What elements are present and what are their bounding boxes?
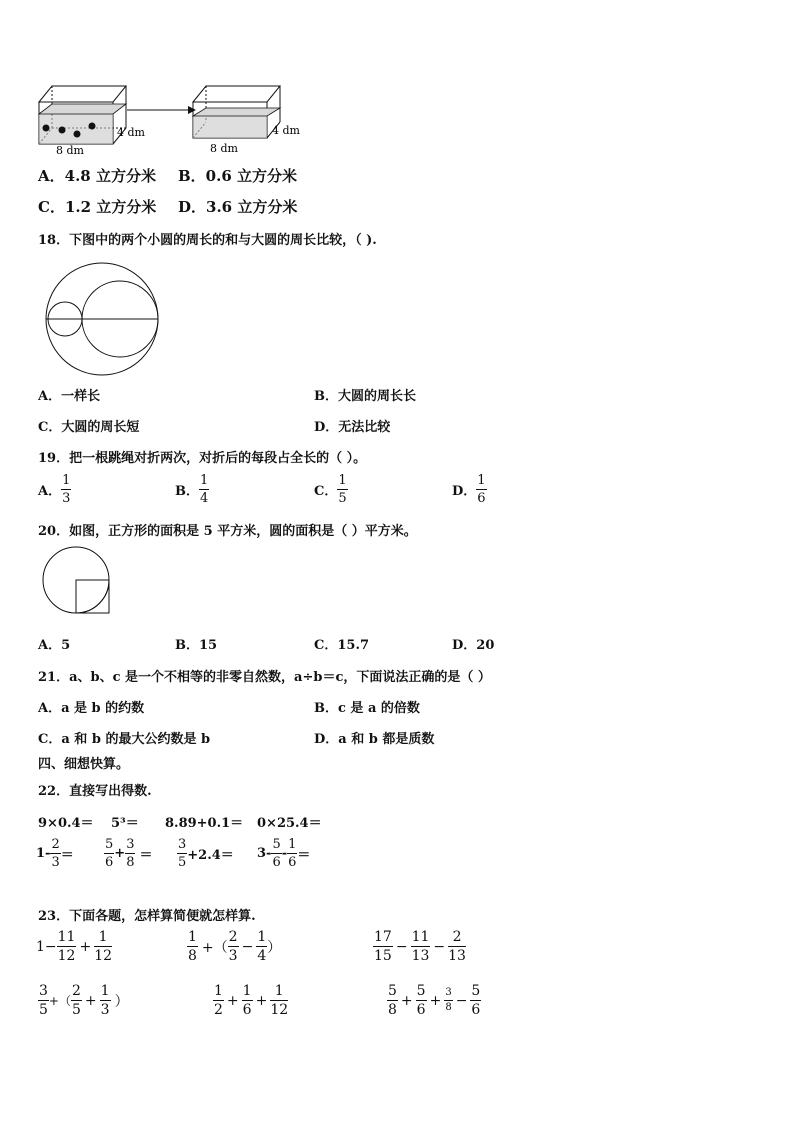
q18-option-b[interactable]: B．大圆的周长长 (314, 389, 416, 404)
left-height-label: 4 dm (117, 126, 145, 139)
q18-option-c[interactable]: C．大圆的周长短 (38, 420, 140, 435)
q20-option-a[interactable]: A．5 (38, 638, 71, 653)
q22-calc-3: 8.89+0.1＝ (165, 816, 244, 831)
q19-option-d[interactable] (452, 474, 487, 505)
q19-option-b[interactable] (175, 474, 209, 505)
q21-text: 21．a、b、c 是一个不相等的非零自然数，a÷b＝c，下面说法正确的是（ ） (38, 670, 491, 685)
q17-tank-figure (30, 80, 320, 160)
q23-text: 23．下面各题，怎样算简便就怎样算. (38, 909, 256, 924)
q19-option-d-letter: D． (452, 484, 477, 499)
q21-option-c[interactable]: C．a 和 b 的最大公约数是 b (38, 732, 211, 747)
section-4-title: 四、细想快算。 (38, 757, 130, 772)
q23-expr-3: $\frac{17}{15}$ − $\frac{11}{13}$ − $\frac{2}{13}$ (374, 929, 466, 964)
q19-option-c-fraction: $\frac{1}{5}$ (338, 473, 347, 506)
q21-option-b[interactable]: B．c 是 a 的倍数 (314, 701, 420, 716)
right-width-label: 8 dm (210, 142, 238, 155)
q23-expr-1: 1− $\frac{11}{12}$ + $\frac{1}{12}$ (36, 929, 113, 964)
q22-calc-1: 9×0.4＝ (38, 816, 94, 831)
q22-calc-7: $\frac{3}{5}$ +2.4＝ (178, 837, 234, 870)
q17-option-c[interactable]: C．1.2 立方分米 (38, 198, 157, 216)
q19-option-d-fraction: $\frac{1}{6}$ (477, 473, 486, 506)
q21-option-d[interactable]: D．a 和 b 都是质数 (314, 732, 435, 747)
q22-calc-2: 5³＝ (111, 816, 139, 831)
q20-text: 20．如图，正方形的面积是 5 平方米，圆的面积是（ ）平方米。 (38, 524, 417, 539)
q19-text: 19．把一根跳绳对折两次，对折后的每段占全长的（ ）。 (38, 451, 367, 466)
q22-text: 22．直接写出得数. (38, 784, 152, 799)
q20-option-c[interactable]: C．15.7 (314, 638, 370, 653)
q22-calc-8: 3- $\frac{5}{6}$ - $\frac{1}{6}$ ＝ (257, 837, 311, 870)
q23-expr-6: $\frac{5}{8}$ + $\frac{5}{6}$ + $\frac{3}{8}$ − $\frac{5}{6}$ (388, 983, 481, 1018)
q18-circles-figure (45, 262, 165, 382)
q17-option-b[interactable]: B．0.6 立方分米 (178, 167, 297, 185)
q20-option-d[interactable]: D．20 (452, 638, 495, 653)
q19-option-a-fraction: $\frac{1}{3}$ (62, 473, 71, 506)
q19-option-b-fraction: $\frac{1}{4}$ (200, 473, 209, 506)
q17-option-d[interactable]: D．3.6 立方分米 (178, 198, 298, 216)
q19-option-c-letter: C． (314, 484, 338, 499)
q18-option-a[interactable]: A．一样长 (38, 389, 101, 404)
left-width-label: 8 dm (56, 144, 84, 157)
q19-option-a[interactable] (38, 474, 71, 505)
q23-expr-5: $\frac{1}{2}$ + $\frac{1}{6}$ + $\frac{1}{12}$ (214, 983, 289, 1018)
q19-option-b-letter: B． (175, 484, 199, 499)
q20-option-b[interactable]: B．15 (175, 638, 218, 653)
q20-circle-square-figure (40, 548, 120, 618)
q22-calc-6: $\frac{5}{6}$ + $\frac{3}{8}$ ＝ (105, 837, 153, 870)
q19-option-c[interactable] (314, 474, 348, 505)
q19-option-a-letter: A． (38, 484, 62, 499)
right-tank-water (193, 108, 280, 138)
q22-calc-5: 1- $\frac{2}{3}$ ＝ (36, 837, 74, 870)
q22-calc-4: 0×25.4＝ (257, 816, 322, 831)
q18-option-d[interactable]: D．无法比较 (314, 420, 391, 435)
left-tank-water (39, 104, 126, 144)
right-height-label: 4 dm (272, 124, 300, 137)
q18-text: 18．下图中的两个小圆的周长的和与大圆的周长比较，（ ). (38, 233, 377, 248)
arrow-head (188, 106, 196, 114)
q23-expr-2: $\frac{1}{8}$ +（ $\frac{2}{3}$ − $\frac{1}{4}$ ） (188, 929, 282, 964)
q23-expr-4: $\frac{3}{5}$ +（ $\frac{2}{5}$ + $\frac{1}{3}$ ） (39, 983, 129, 1018)
q17-option-a[interactable]: A．4.8 立方分米 (38, 167, 156, 185)
q21-option-a[interactable]: A．a 是 b 的约数 (38, 701, 145, 716)
